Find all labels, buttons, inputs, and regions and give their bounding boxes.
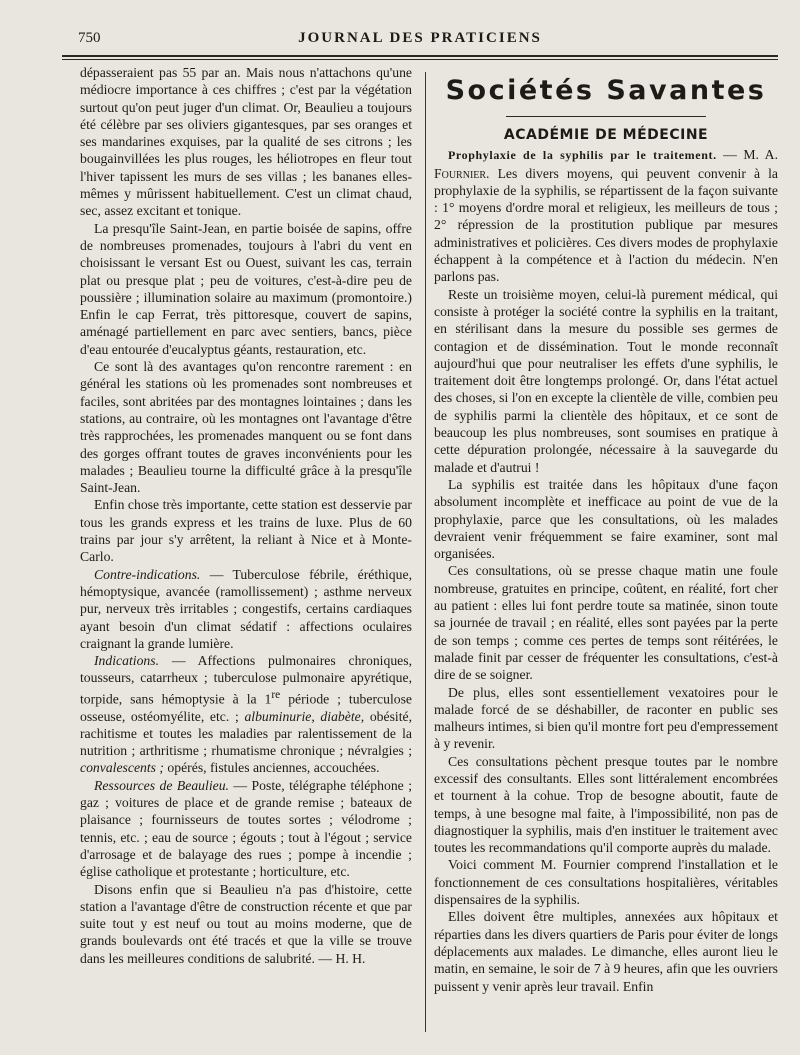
- superscript: re: [271, 688, 281, 701]
- header-rule: [62, 55, 778, 57]
- paragraph: Ce sont là des avantages qu'on rencontre rarement : en général les stations où les promenades sont nombreuses et faciles, sont abritées par des montagnes lointaines ; dans les stations, au contraire, où les montagnes ont l'avantage d'être très rapprochées, les promenades manquent ou se font dans des gorges offrant toutes de graves inconvénients pour les malades ; Beaulieu tourne la difficulté grâce à la presqu'île Saint-Jean.: [80, 359, 412, 496]
- lead-dash: — M. A.: [716, 147, 778, 163]
- contre-indications-lead: Contre-indications.: [94, 566, 201, 582]
- ressources-paragraph: [80, 777, 412, 881]
- contre-indications-body: — Tuberculose fébrile, éréthique, hémoptysique, avancée (ramollissement) ; asthme nerveux pur, nerveux très irritables ; congestifs, certains cardiaques ayant besoin d'un climat sédatif : affections oculaires craignant la grande lumière.: [80, 566, 412, 651]
- left-column: [80, 64, 412, 967]
- section-rule: [506, 116, 706, 117]
- lead-paragraph: [434, 146, 778, 285]
- page-number: 750: [78, 30, 101, 46]
- author-name: Fournier.: [434, 165, 490, 181]
- indications-body-part: période ; tuberculose osseuse, ostéomyélite, etc. ;: [80, 691, 413, 724]
- closing-paragraph: Disons enfin que si Beaulieu n'a pas d'histoire, cette station a l'avantage d'être de construction récente et que par suite tout y est neuf ou tout au moins moderne, que de grands boulevards ont été tracés et que la ville se trouve dans les meilleures conditions de salubrité. — H. H.: [80, 881, 412, 966]
- paragraph: Reste un troisième moyen, celui-là purement médical, qui consiste à protéger la société contre la syphilis en la traitant, en stérilisant dans la mesure du possible ses germes de contagion et de dissémination. Tout le monde reconnaît aujourd'hui que pour neutraliser les effets d'une syphilis, le traitement doit être longtemps prolongé. Or, dans l'état actuel des choses, si l'on en excepte la clientèle de ville, combien peu de syphilis parmi la clientèle des hôpitaux, et ce sont de beaucoup les plus nombreuses, sont soumises en pratique à cette dépuration prolongée, nécessaire à la sauvegarde du malade et d'autrui !: [434, 286, 778, 475]
- indications-lead: Indications.: [94, 653, 160, 669]
- indications-body-part: obésité, rachitisme et toutes les maladies par ralentissement de la nutrition ; arthritisme ; rhumatisme chronique ; névralgies ;: [80, 708, 413, 759]
- paragraph: Enfin chose très importante, cette station est desservie par tous les grands express et les trains de luxe. Plus de 60 trains par jour s'y arrêtent, la reliant à Nice et à Monte-Carlo.: [80, 497, 412, 565]
- paragraph: La syphilis est traitée dans les hôpitaux d'une façon absolument incomplète et inefficace au point de vue de la prophylaxie, parce que les consultations, où les malades devraient venir fréquemment se faire examiner, sont mal organisées.: [434, 476, 778, 562]
- column-divider: [425, 72, 426, 1032]
- right-column: [434, 64, 778, 995]
- paragraph: Elles doivent être multiples, annexées aux hôpitaux et réparties dans les divers quartiers de Paris pour éviter de longs déplacements aux malades. Le dimanche, elles auront lieu le matin, en semaine, le soir de 7 à 9 heures, afin que les ouvriers puissent y venir après leur travail. Enfin: [434, 909, 778, 994]
- indications-paragraph: [80, 652, 412, 777]
- indications-body-part: 1: [264, 691, 272, 707]
- paragraph: Ces consultations pèchent presque toutes par le nombre excessif des consultants. Elles sont littéralement encombrées et tournent à la cohue. Trop de besogne aboutit, faute de temps, à une besogne mal faite, à l'impossibilité, non pas de diagnostiquer la syphilis, mais d'en instituer le traitement avec toutes les recommandations qu'il comporte auprès du malade.: [434, 753, 778, 856]
- lead-body: Les divers moyens, qui peuvent convenir à la prophylaxie de la syphilis, se répartissent de la façon suivante : 1° moyens d'ordre moral et religieux, les meilleurs de tous ; 2° répression de la prostitution publique par mesures administratives et policières. Ces divers modes de prophylaxie échappent à la compétence et à l'action du médecin. N'en parlons pas.: [434, 165, 778, 285]
- article-title: Prophylaxie de la syphilis par le traitement.: [448, 148, 717, 163]
- ressources-body: — Poste, télégraphe téléphone ; gaz ; voitures de place et de grande remise ; bateaux de plaisance ; fournisseurs de toutes sortes ; vélodrome ; tennis, etc. ; eau de source ; égouts ; tout à l'égout ; service d'arrosage et de balayage des rues ; pompe à incendie ; église catholique et protestante ; horticulture, etc.: [80, 777, 412, 880]
- paragraph: Voici comment M. Fournier comprend l'installation et le fonctionnement de ces consultations hospitalières, véritables dispensaires de la syphilis.: [434, 857, 778, 908]
- paragraph: dépasseraient pas 55 par an. Mais nous n'attachons qu'une médiocre importance à ces chiffres ; c'est par la végétation surtout qu'on peut juger d'un climat. Or, Beaulieu a toujours été célèbre par ses oliviers gigantesques, par ses oranges et ses mandarines exquises, par la qualité de ses citrons ; les bougainvillées les plus rouges, les héliotropes en fleur tout l'hiver tapissent les murs de ses villas ; les bananes elles-mêmes y mûrissent habituellement. C'est un climat chaud, sec, assez excitant et tonique.: [80, 65, 412, 219]
- paragraph: La presqu'île Saint-Jean, en partie boisée de sapins, offre de nombreuses promenades, toujours à l'abri du vent en choisissant le versant Est ou Ouest, suivant les cas, terrain plat ou presque plat ; peu de voitures, c'est-à-dire peu de poussière ; illumination solaire au maximum (promontoire.) Enfin le cap Ferrat, très pittoresque, couvert de sapins, aménagé partiellement en parc avec sentiers, bancs, pièce d'eau entourée d'eucalyptus géants, restauration, etc.: [80, 220, 412, 357]
- subsection-title: ACADÉMIE DE MÉDECINE: [503, 127, 709, 143]
- contre-indications-paragraph: [80, 566, 412, 652]
- section-title: Sociétés Savantes: [445, 75, 767, 106]
- header-rule-thin: [62, 59, 778, 60]
- indications-body-part: opérés, fistules anciennes, accouchées.: [164, 760, 380, 776]
- paragraph: De plus, elles sont essentiellement vexatoires pour le malade forcé de se déshabiller, de raconter en public ses malheurs intimes, si bien qu'il montre fort peu d'empressement à y revenir.: [434, 684, 778, 752]
- ressources-lead: Ressources de Beaulieu.: [94, 777, 229, 793]
- journal-title: JOURNAL DES PRATICIENS: [298, 30, 542, 46]
- indications-body-part: — Affections pulmonaires chroniques, tousseurs, catarrheux ; tuberculose pulmonaire apyrétique, torpide, sans hémoptysie à la: [80, 653, 412, 707]
- indications-italic: albuminurie, diabète,: [244, 708, 365, 724]
- indications-italic: convalescents ;: [80, 760, 164, 776]
- page-header: [62, 30, 778, 52]
- paragraph: Ces consultations, où se presse chaque matin une foule nombreuse, gratuites en principe, coûtent, en réalité, fort cher au patient : elles lui font perdre toute sa matinée, sinon toute sa journée de travail ; en réalité, elles sont payées par la perte de son temps ; comme ces pertes de temps sont réitérées, le malade finit par cesser de fréquenter les consultations, c'est-à dire de se soigner.: [434, 563, 778, 683]
